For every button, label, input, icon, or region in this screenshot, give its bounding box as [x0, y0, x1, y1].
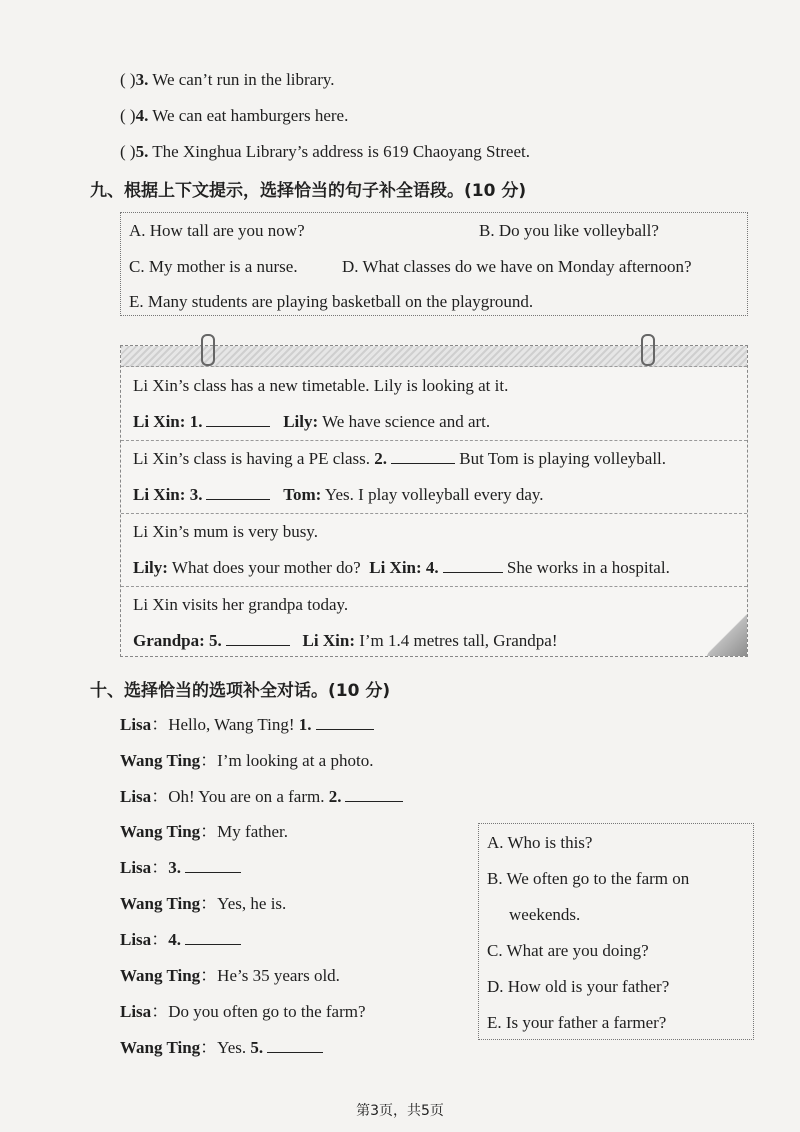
- option-b-continued: weekends.: [509, 905, 581, 924]
- context-text: But Tom is playing volleyball.: [455, 449, 667, 468]
- dialogue-line: [120, 961, 340, 986]
- question-5: [120, 142, 530, 162]
- blank-number: 2.: [374, 449, 388, 468]
- speaker: Wang Ting: [120, 966, 201, 985]
- speaker: Lily:: [283, 412, 319, 431]
- dialogue-line: [120, 746, 373, 771]
- scene-4-dialogue: [133, 631, 558, 651]
- dialogue-text: What does your mother do?: [167, 558, 361, 577]
- answer-blank[interactable]: [226, 644, 290, 646]
- dialogue-text: My father.: [217, 822, 288, 841]
- dialogue-text: I’m 1.4 metres tall, Grandpa!: [354, 631, 558, 650]
- option-e: E. Many students are playing basketball on the playground.: [129, 292, 534, 311]
- answer-blank[interactable]: [316, 728, 374, 730]
- dialogue-text: He’s 35 years old.: [217, 966, 340, 985]
- blank-number: 4.: [425, 558, 439, 577]
- option-c: C. What are you doing?: [487, 941, 649, 960]
- speaker: Grandpa:: [133, 631, 205, 650]
- colon: ：: [151, 1002, 169, 1021]
- speaker: Lisa: [120, 930, 152, 949]
- colon: ：: [200, 966, 218, 985]
- option-a: A. How tall are you now?: [129, 221, 305, 240]
- blank-number: 5.: [209, 631, 222, 650]
- scene-2-context: [133, 449, 666, 469]
- speaker: Wang Ting: [120, 822, 201, 841]
- scene-3-dialogue: [133, 558, 670, 578]
- question-number: 3.: [135, 70, 149, 89]
- option-b: B. Do you like volleyball?: [479, 221, 659, 240]
- answer-blank[interactable]: [267, 1051, 323, 1053]
- dialogue-note-panel: [120, 345, 748, 657]
- dialogue-line: [120, 853, 241, 878]
- speaker: Wang Ting: [120, 751, 201, 770]
- colon: ：: [200, 894, 218, 913]
- blank-number: 3.: [168, 858, 181, 877]
- blank-number: 5.: [250, 1038, 264, 1057]
- speaker: Lisa: [120, 858, 152, 877]
- answer-blank[interactable]: [185, 871, 241, 873]
- speaker: Wang Ting: [120, 894, 201, 913]
- colon: ：: [151, 930, 169, 949]
- option-d: D. What classes do we have on Monday afternoon?: [342, 257, 692, 276]
- blank-number: 1.: [298, 715, 312, 734]
- answer-blank[interactable]: [206, 425, 270, 427]
- dialogue-text: Oh! You are on a farm.: [168, 787, 329, 806]
- dialogue-text: She works in a hospital.: [502, 558, 670, 577]
- dialogue-text: Do you often go to the farm?: [168, 1002, 366, 1021]
- dialogue-line: [120, 710, 374, 735]
- context-text: Li Xin’s class is having a PE class.: [133, 449, 371, 468]
- dialogue-line: [120, 925, 241, 950]
- blank-number: 1.: [189, 412, 203, 431]
- blank-number: 3.: [189, 485, 203, 504]
- dialogue-text: Hello, Wang Ting!: [168, 715, 299, 734]
- colon: ：: [200, 1038, 218, 1057]
- answer-blank[interactable]: [391, 462, 455, 464]
- question-number: 4.: [135, 106, 149, 125]
- paper-clip-icon: [201, 334, 215, 366]
- option-b: B. We often go to the farm on: [487, 869, 690, 888]
- answer-blank[interactable]: [185, 943, 241, 945]
- answer-paren[interactable]: ( ): [120, 70, 136, 89]
- blank-number: 4.: [168, 930, 181, 949]
- dialogue-line: [120, 1033, 323, 1058]
- question-number: 5.: [135, 142, 149, 161]
- dialogue-text: Yes. I play volleyball every day.: [321, 485, 544, 504]
- scene-2-dialogue: [133, 485, 544, 505]
- speaker: Lisa: [120, 787, 152, 806]
- scene-1-context: Li Xin’s class has a new timetable. Lily is looking at it.: [133, 376, 509, 395]
- section-9-heading: 九、根据上下文提示，选择恰当的句子补全语段。(10 分): [90, 181, 527, 201]
- page-number: 第3页，共5页: [356, 1103, 444, 1119]
- paper-clip-icon: [641, 334, 655, 366]
- scene-1-dialogue: [133, 412, 490, 432]
- speaker: Lisa: [120, 1002, 152, 1021]
- answer-blank[interactable]: [345, 800, 403, 802]
- speaker: Li Xin:: [133, 412, 186, 431]
- speaker: Li Xin:: [369, 558, 422, 577]
- section-10-options-box: [478, 823, 754, 1040]
- dialogue-text: Yes.: [217, 1038, 251, 1057]
- answer-paren[interactable]: ( ): [120, 142, 136, 161]
- section-10-heading: 十、选择恰当的选项补全对话。(10 分): [90, 681, 391, 701]
- option-d: D. How old is your father?: [487, 977, 670, 996]
- dialogue-text: Yes, he is.: [217, 894, 287, 913]
- page-curl-icon: [707, 614, 747, 656]
- scene-4-context: Li Xin visits her grandpa today.: [133, 595, 349, 614]
- dialogue-text: We have science and art.: [318, 412, 491, 431]
- colon: ：: [200, 751, 218, 770]
- answer-paren[interactable]: ( ): [120, 106, 136, 125]
- section-9-options-box: [120, 212, 748, 316]
- answer-blank[interactable]: [443, 571, 503, 573]
- colon: ：: [151, 858, 169, 877]
- speaker: Lisa: [120, 715, 152, 734]
- answer-blank[interactable]: [206, 498, 270, 500]
- question-text: The Xinghua Library’s address is 619 Chaoyang Street.: [148, 142, 530, 161]
- option-e: E. Is your father a farmer?: [487, 1013, 667, 1032]
- question-text: We can eat hamburgers here.: [148, 106, 349, 125]
- dialogue-text: I’m looking at a photo.: [217, 751, 374, 770]
- dialogue-line: [120, 889, 286, 914]
- question-text: We can’t run in the library.: [148, 70, 335, 89]
- colon: ：: [200, 822, 218, 841]
- speaker: Li Xin:: [302, 631, 355, 650]
- question-3: [120, 70, 335, 90]
- dialogue-line: [120, 817, 288, 842]
- option-c: C. My mother is a nurse.: [129, 257, 298, 276]
- speaker: Tom:: [283, 485, 322, 504]
- blank-number: 2.: [328, 787, 342, 806]
- colon: ：: [151, 787, 169, 806]
- dialogue-line: [120, 997, 366, 1022]
- scene-3-context: Li Xin’s mum is very busy.: [133, 522, 318, 541]
- speaker: Wang Ting: [120, 1038, 201, 1057]
- speaker: Li Xin:: [133, 485, 186, 504]
- option-a: A. Who is this?: [487, 833, 593, 852]
- speaker: Lily:: [133, 558, 168, 577]
- dialogue-line: [120, 782, 403, 807]
- colon: ：: [151, 715, 169, 734]
- question-4: [120, 106, 348, 126]
